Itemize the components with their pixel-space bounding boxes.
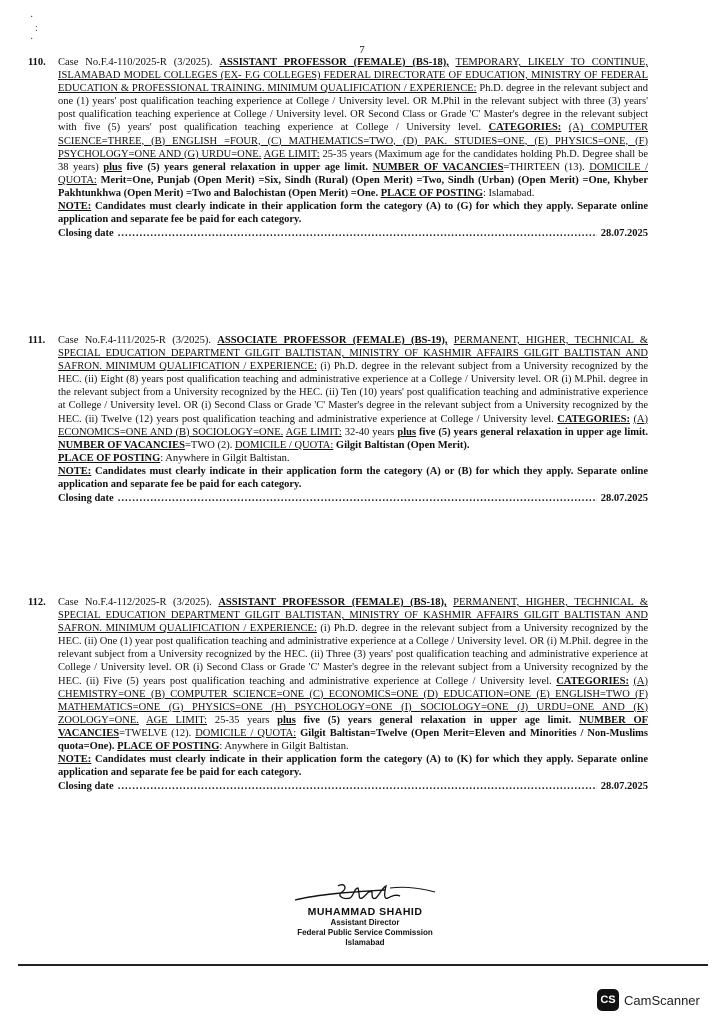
- department: PERMANENT, HIGHER, TECHNICAL & SPECIAL EDUCATION DEPARTMENT GILGIT BALTISTAN, MINISTRY OF KASHMIR AFFAIRS GILGIT BALTISTAN AND SAFRON. MINIMUM QUALIFICATION / EXPERIENCE:: [58, 597, 649, 635]
- note: Candidates must clearly indicate in their application form the category (A) to (G) for which they apply. Separate online application and separate fee be paid for each category.: [58, 201, 648, 226]
- camscanner-watermark: [597, 989, 700, 1011]
- vacancy-entry-110: [28, 56, 649, 240]
- vacancies-label: NUMBER OF VACANCIES: [58, 439, 185, 451]
- handwritten-signature-icon: [290, 880, 440, 906]
- age-limit-label: AGE LIMIT:: [285, 426, 342, 438]
- entry-number: 111.: [28, 335, 46, 346]
- page-number: 7: [359, 44, 365, 56]
- signatory-city: Islamabad: [345, 938, 385, 947]
- post-title: ASSISTANT PROFESSOR (FEMALE) (BS-18),: [219, 57, 449, 68]
- vacancy-entry-111: [28, 334, 649, 505]
- categories: (A) CHEMISTRY=ONE (B) COMPUTER SCIENCE=ONE (C) ECONOMICS=ONE (D) EDUCATION=ONE (E) ENGLISH=TWO (F) MATHEMATICS=ONE (G) PHYSICS=ONE (H) PSYCHOLOGY=ONE (I) SOCIOLOGY=ONE (J) URDU=ONE AND (K) ZOOLOGY=ONE.: [58, 675, 649, 726]
- entry-number: 110.: [28, 57, 46, 68]
- domicile-label: DOMICILE / QUOTA:: [58, 161, 649, 186]
- note-label: NOTE:: [58, 465, 92, 477]
- age-limit-label: AGE LIMIT:: [146, 714, 208, 726]
- bottom-divider: [18, 964, 708, 966]
- age-limit: 25-35 years: [214, 714, 270, 726]
- closing-date-label: Closing date: [58, 781, 114, 793]
- categories-label: CATEGORIES:: [557, 413, 630, 425]
- scan-specks: · : ·: [30, 12, 38, 45]
- note: Candidates must clearly indicate in their application form the category (A) to (K) for which they apply. Separate online application and separate fee be paid for each category.: [58, 754, 648, 779]
- domicile: Gilgit Baltistan=Twelve (Open Merit=Eleven and Minorities / Non-Muslims quota=One).: [58, 727, 649, 753]
- posting: : Anywhere in Gilgit Baltistan.: [160, 452, 290, 464]
- qualification: Ph.D. degree in the relevant subject and one (1) years' post qualification teaching experience at College / University level. OR M.Phil in the relevant subject with three (3) years' post qualification teaching experience at College / University level. OR Second Class or Grade 'C' Master's degree in the relevant subject with five (5) years' post qualification teaching experience at College / University level.: [58, 83, 649, 134]
- leader-dots: [118, 492, 597, 505]
- closing-date: 28.07.2025: [600, 493, 648, 505]
- vacancies-label: NUMBER OF VACANCIES: [58, 714, 649, 739]
- note-label: NOTE:: [58, 201, 92, 213]
- closing-date-label: Closing date: [58, 493, 114, 505]
- relaxation: five (5) years general relaxation in upper age limit.: [126, 161, 369, 173]
- age-limit: 25-35 years (Maximum age for the candidates holding Ph.D. Degree shall be 38 years): [58, 148, 648, 173]
- vacancies: =THIRTEEN (13).: [503, 161, 585, 173]
- relaxation: five (5) years general relaxation in upper age limit.: [303, 714, 572, 726]
- relaxation-plus: plus: [277, 714, 296, 726]
- categories: (A) COMPUTER SCIENCE=THREE, (B) ENGLISH =FOUR, (C) MATHEMATICS=TWO, (D) PAK. STUDIES=ONE, (E) PHYSICS=ONE, (F) PSYCHOLOGY=ONE AND (G) URDU=ONE.: [58, 122, 649, 160]
- closing-date: 28.07.2025: [600, 781, 648, 793]
- domicile: Merit=One, Punjab (Open Merit) =Six, Sindh (Rural) (Open Merit) =Two, Sindh (Urban) (Open Merit) =One, Khyber Pakhtunkhwa (Open Merit) =Two and Balochistan (Open Merit) =One.: [58, 174, 649, 199]
- posting-label: PLACE OF POSTING: [380, 187, 483, 199]
- posting: : Islamabad.: [483, 187, 535, 199]
- relaxation-plus: plus: [103, 161, 122, 173]
- posting-label: PLACE OF POSTING: [117, 741, 220, 753]
- posting: : Anywhere in Gilgit Baltistan.: [219, 741, 349, 753]
- categories-label: CATEGORIES:: [556, 675, 629, 687]
- note-label: NOTE:: [58, 754, 92, 766]
- domicile: Gilgit Baltistan (Open Merit).: [335, 439, 470, 451]
- camscanner-label: CamScanner: [624, 992, 700, 1008]
- vacancy-entry-112: [28, 596, 649, 793]
- entry-number: 112.: [28, 597, 46, 608]
- categories-label: CATEGORIES:: [488, 122, 562, 134]
- case-number: Case No.F.4-110/2025-R (3/2025).: [58, 57, 213, 68]
- vacancies: =TWO (2).: [185, 439, 233, 451]
- department: TEMPORARY, LIKELY TO CONTINUE, ISLAMABAD MODEL COLLEGES (EX- F.G COLLEGES) FEDERAL DIRECTORATE OF EDUCATION, MINISTRY OF FEDERAL EDUCATION & PROFESSIONAL TRAINING. MINIMUM QUALIFICATION / EXPERIENCE:: [58, 57, 648, 95]
- department: PERMANENT, HIGHER, TECHNICAL & SPECIAL EDUCATION DEPARTMENT GILGIT BALTISTAN, MINISTRY OF KASHMIR AFFAIRS GILGIT BALTISTAN AND SAFRON. MINIMUM QUALIFICATION / EXPERIENCE:: [58, 335, 648, 373]
- case-number: Case No.F.4-112/2025-R (3/2025).: [58, 597, 212, 608]
- closing-date-row: [58, 780, 648, 793]
- domicile-label: DOMICILE / QUOTA:: [195, 727, 297, 739]
- post-title: ASSISTANT PROFESSOR (FEMALE) (BS-18),: [218, 597, 447, 608]
- post-title: ASSOCIATE PROFESSOR (FEMALE) (BS-19),: [217, 335, 448, 346]
- note: Candidates must clearly indicate in their application form the category (A) or (B) for which they apply. Separate online application and separate fee be paid for each category.: [58, 465, 648, 491]
- qualification: (i) Ph.D. degree in the relevant subject from a University recognized by the HEC. (ii) One (1) year post qualification teaching and administrative experience at a College / University level. OR (i) M.Phil. degree in the relevant subject from a University recognized by the HEC. (ii) Three (3) years' post qualification teaching and administrative experience at College / University level. OR (i) Second Class or Grade 'C' Master's degree in the relevant subject from a University recognized by the HEC. (ii) Five (5) years post qualification teaching and administrative experience at College / University level.: [58, 623, 649, 687]
- posting-label: PLACE OF POSTING: [58, 452, 161, 464]
- signature-block: [270, 880, 460, 948]
- vacancies-label: NUMBER OF VACANCIES: [372, 161, 504, 173]
- age-limit: 32-40 years: [344, 426, 395, 438]
- closing-date-row: [58, 227, 648, 240]
- domicile-label: DOMICILE / QUOTA:: [234, 439, 334, 451]
- closing-date-row: [58, 492, 648, 505]
- case-number: Case No.F.4-111/2025-R (3/2025).: [58, 335, 211, 346]
- closing-date-label: Closing date: [58, 228, 114, 240]
- categories: (A) ECONOMICS=ONE AND (B) SOCIOLOGY=ONE.: [58, 413, 649, 438]
- signatory-office: Federal Public Service Commission: [297, 928, 433, 937]
- leader-dots: [118, 780, 597, 793]
- signatory-name: MUHAMMAD SHAHID: [307, 906, 423, 918]
- relaxation-plus: plus: [397, 426, 417, 438]
- camscanner-icon: CS: [597, 989, 619, 1011]
- closing-date: 28.07.2025: [600, 228, 648, 240]
- vacancies: =TWELVE (12).: [119, 727, 192, 739]
- qualification: (i) Ph.D. degree in the relevant subject from a University recognized by the HEC. (ii) Eight (8) years post qualification teaching and administrative experience at a College / University level. OR (i) M.Phil. degree in the relevant subject from a University recognized by the HEC. (ii) Ten (10) years' post qualification teaching and administrative experience at College / University level. OR (i) Second Class or Grade 'C' Master's degree in the relevant subject from a University recognized by the HEC. (ii) Twelve (12) years post qualification teaching and administrative experience at College / University level.: [58, 361, 649, 425]
- signatory-designation: Assistant Director: [330, 918, 400, 927]
- leader-dots: [118, 227, 597, 240]
- age-limit-label: AGE LIMIT:: [263, 148, 320, 160]
- relaxation: five (5) years general relaxation in upper age limit.: [419, 426, 649, 438]
